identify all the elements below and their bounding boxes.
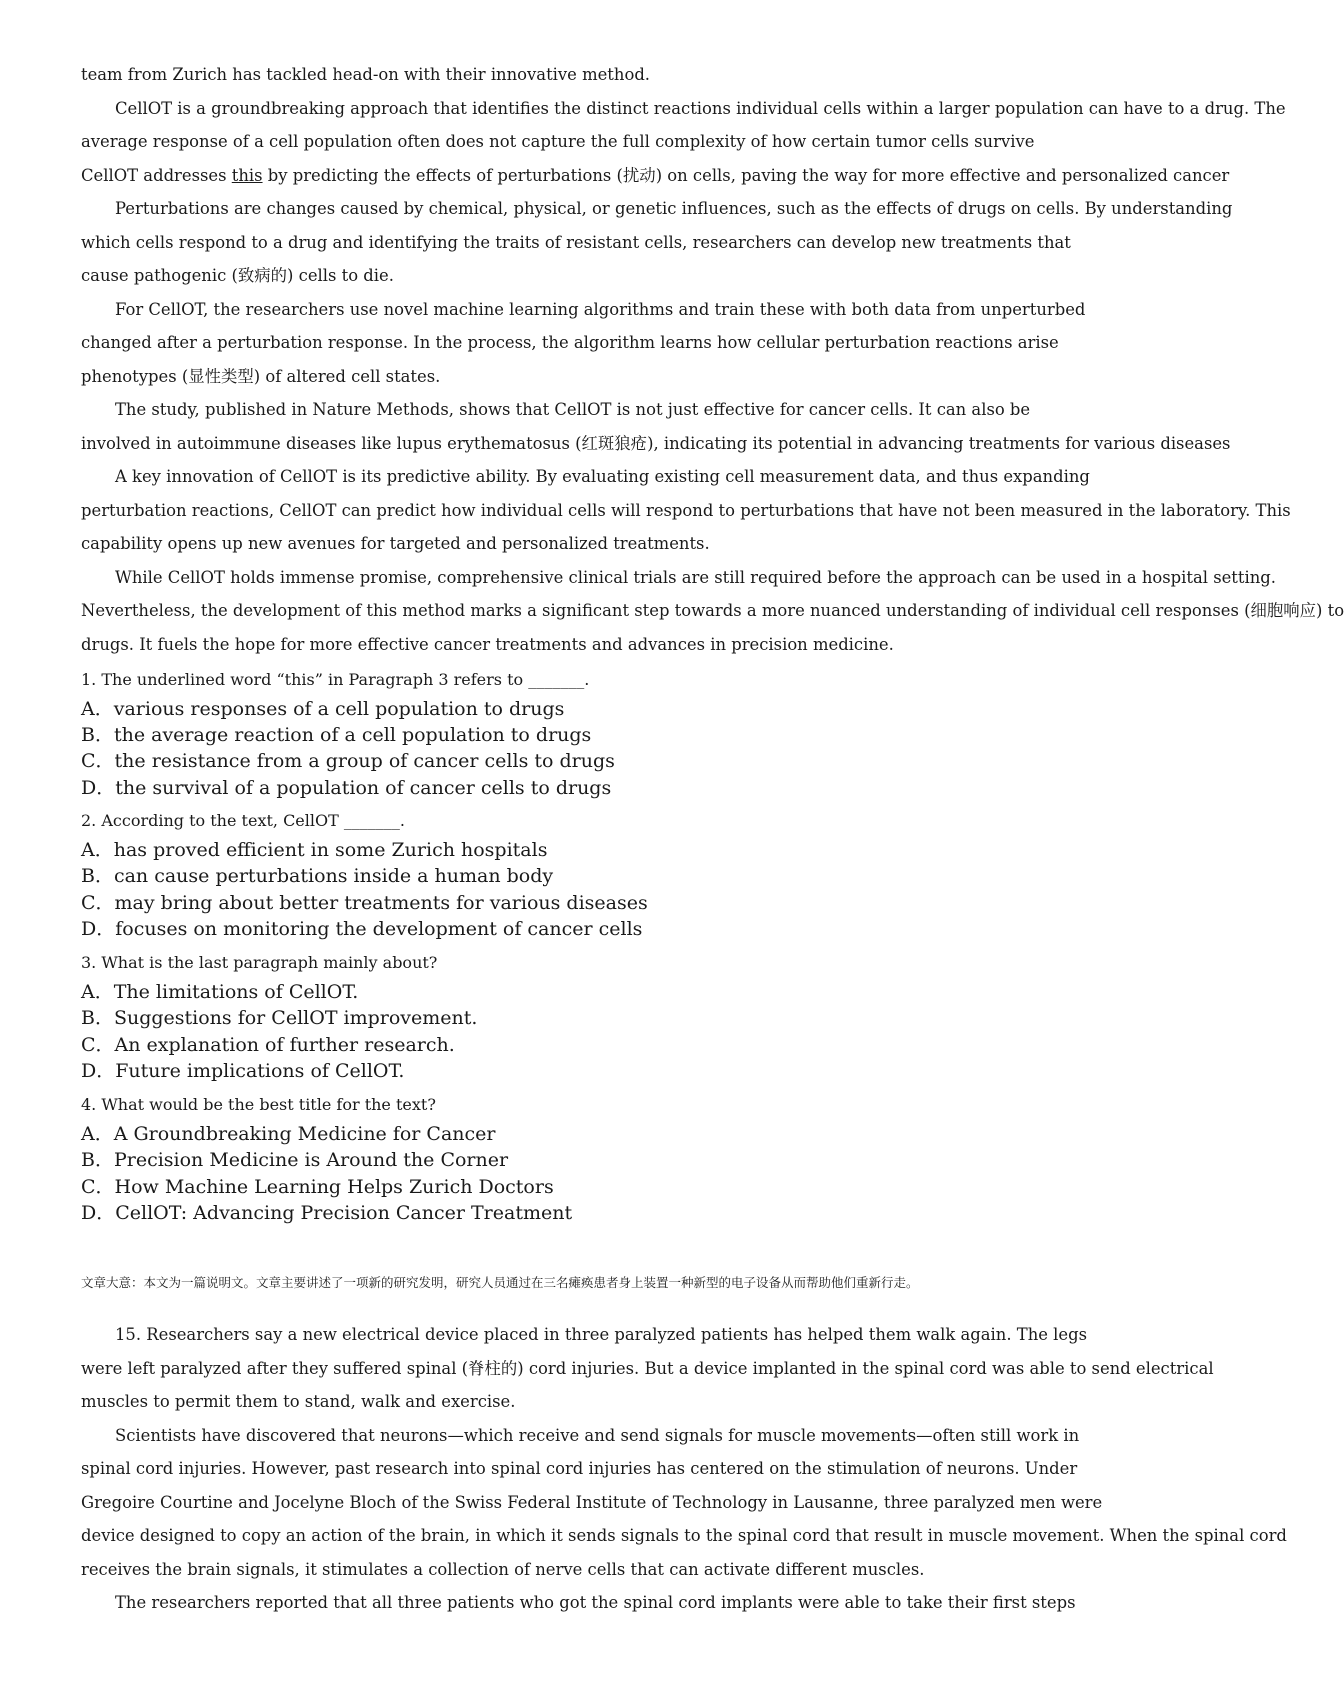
passage-line: While CellOT holds immense promise, comprehensive clinical trials are still required before the approach can be used in a hospital setting. [115, 567, 1276, 587]
passage-line: team from Zurich has tackled head-on with their innovative method. [81, 65, 651, 84]
answer-option: D．the survival of a population of cancer cells to drugs [81, 777, 612, 799]
passage-cellot [81, 58, 1344, 661]
passage-line: For CellOT, the researchers use novel machine learning algorithms and train these with both data from unperturbed [115, 299, 1086, 319]
answer-option: D．CellOT: Advancing Precision Cancer Treatment [81, 1202, 573, 1224]
answer-option: B．Precision Medicine is Around the Corner [81, 1149, 509, 1171]
answer-option: A．has proved efficient in some Zurich hospitals [81, 839, 548, 861]
answer-option: B．can cause perturbations inside a human body [81, 865, 554, 887]
passage-line: The researchers reported that all three patients who got the spinal cord implants were able to take their first steps [115, 1593, 1076, 1612]
answer-option: D．focuses on monitoring the development of cancer cells [81, 918, 643, 940]
passage-line: which cells respond to a drug and identifying the traits of resistant cells, researchers can develop new treatments that [81, 232, 1071, 252]
answer-option: C．How Machine Learning Helps Zurich Doctors [81, 1176, 554, 1198]
passage-line: drugs. It fuels the hope for more effective cancer treatments and advances in precision medicine. [81, 634, 894, 654]
answer-option: A．various responses of a cell population to drugs [81, 698, 565, 720]
answer-option: B．Suggestions for CellOT improvement. [81, 1007, 478, 1029]
passage-line: Scientists have discovered that neurons—which receive and send signals for muscle movements—often still work in [115, 1425, 1080, 1445]
text-run: CellOT addresses [81, 165, 232, 185]
passage-line: were left paralyzed after they suffered spinal (脊柱的) cord injuries. But a device implanted in the spinal cord was able to send electrical [81, 1358, 1214, 1378]
passage-line: involved in autoimmune diseases like lupus erythematosus (红斑狼疮), indicating its potential in advancing treatments for various diseases [81, 433, 1231, 453]
passage-line: perturbation reactions, CellOT can predict how individual cells will respond to perturbations that have not been measured in the laboratory. This [81, 500, 1291, 520]
answer-option: A．The limitations of CellOT. [81, 981, 359, 1003]
answer-option: C．may bring about better treatments for various diseases [81, 892, 648, 914]
passage-line: capability opens up new avenues for targeted and personalized treatments. [81, 534, 710, 553]
passage-line: CellOT is a groundbreaking approach that identifies the distinct reactions individual cells within a larger population can have to a drug. The [115, 98, 1286, 118]
passage-line: 15. Researchers say a new electrical device placed in three paralyzed patients has helped them walk again. The legs [115, 1325, 1088, 1344]
passage-line: changed after a perturbation response. In the process, the algorithm learns how cellular perturbation reactions arise [81, 333, 1059, 352]
passage-line: spinal cord injuries. However, past research into spinal cord injuries has centered on the stimulation of neurons. Under [81, 1459, 1078, 1478]
passage-line: A key innovation of CellOT is its predictive ability. By evaluating existing cell measurement data, and thus expanding [115, 467, 1090, 486]
article-summary: 文章大意：本文为一篇说明文。文章主要讲述了一项新的研究发明，研究人员通过在三名瘫痪患者身上装置一种新型的电子设备从而帮助他们重新行走。 [81, 1275, 919, 1290]
passage-line: muscles to permit them to stand, walk and exercise. [81, 1392, 516, 1411]
passage-line: phenotypes (显性类型) of altered cell states. [81, 366, 441, 386]
passage-line: receives the brain signals, it stimulates a collection of nerve cells that can activate different muscles. [81, 1559, 925, 1579]
passage-line: The study, published in Nature Methods, shows that CellOT is not just effective for cancer cells. It can also be [115, 400, 1031, 419]
passage-line: average response of a cell population often does not capture the full complexity of how certain tumor cells survive [81, 132, 1035, 151]
answer-option: D．Future implications of CellOT. [81, 1060, 405, 1082]
question-stem: 1. The underlined word “this” in Paragraph 3 refers to _______. [81, 670, 590, 689]
passage-line: cause pathogenic (致病的) cells to die. [81, 266, 394, 285]
question-stem: 4. What would be the best title for the text? [81, 1095, 436, 1114]
answer-option: A．A Groundbreaking Medicine for Cancer [81, 1123, 496, 1145]
passage-line: Nevertheless, the development of this method marks a significant step towards a more nuanced understanding of individual cell responses (细胞响应) to [81, 601, 1344, 620]
answer-option: C．An explanation of further research. [81, 1034, 455, 1056]
passage-line: Gregoire Courtine and Jocelyne Bloch of the Swiss Federal Institute of Technology in Lausanne, three paralyzed men were [81, 1492, 1103, 1512]
passage-line [81, 159, 1230, 193]
question-stem: 2. According to the text, CellOT _______. [81, 811, 405, 830]
underlined-word: this [231, 165, 263, 185]
passage-line: device designed to copy an action of the brain, in which it sends signals to the spinal cord that result in muscle movement. When the spinal cord [81, 1526, 1287, 1545]
answer-option: C．the resistance from a group of cancer cells to drugs [81, 750, 615, 772]
answer-option: B．the average reaction of a cell population to drugs [81, 724, 592, 746]
text-run: by predicting the effects of perturbations (扰动) on cells, paving the way for more effective and personalized cancer [262, 165, 1230, 185]
passage-line: Perturbations are changes caused by chemical, physical, or genetic influences, such as the effects of drugs on cells. By understanding [115, 199, 1233, 218]
question-stem: 3. What is the last paragraph mainly about? [81, 953, 438, 972]
passage-spinal-device [81, 1318, 1287, 1620]
